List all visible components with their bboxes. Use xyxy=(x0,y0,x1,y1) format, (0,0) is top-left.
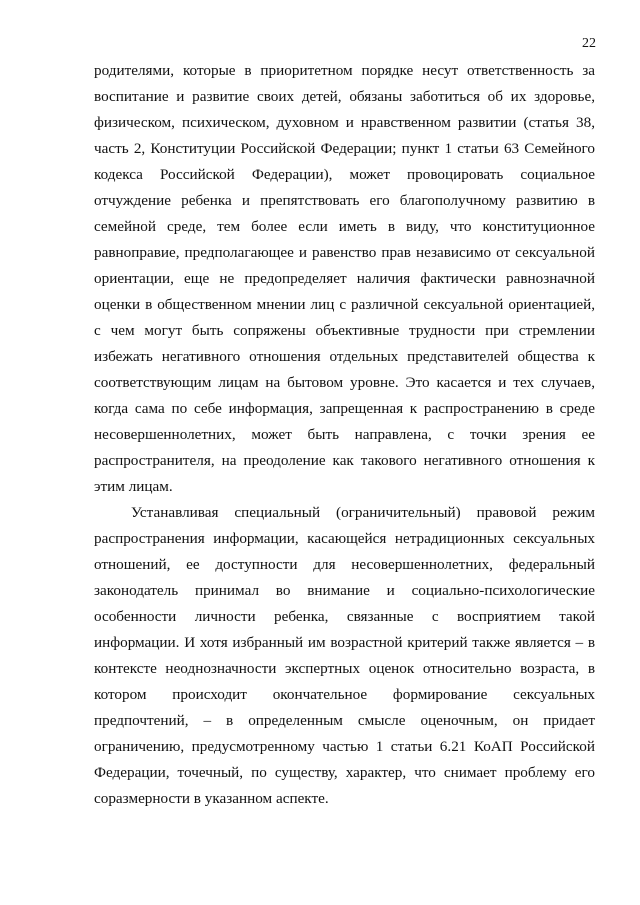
paragraph-special-regime: Устанавливая специальный (ограничительный) правовой режим распространения информации, касающейся нетрадиционных сексуальных отношений, ее доступности для несовершеннолетних, федеральный законодатель принимал во внимание и социально-психологические особенности личности ребенка, связанные с восприятием такой информации. И хотя избранный им возрастной критерий также является – в контексте неоднозначности экспертных оценок относительно возраста, в котором происходит окончательное формирование сексуальных предпочтений, – в определенным смысле оценочным, он придает ограничению, предусмотренному частью 1 статьи 6.21 КоАП Российской Федерации, точечный, по существу, характер, что снимает проблему его соразмерности в указанном аспекте. xyxy=(94,504,595,807)
page-number: 22 xyxy=(582,36,596,51)
body-text xyxy=(94,58,595,812)
paragraph-continuation: родителями, которые в приоритетном порядке несут ответственность за воспитание и развитие своих детей, обязаны заботиться об их здоровье, физическом, психическом, духовном и нравственном развитии (статья 38, часть 2, Конституции Российской Федерации; пункт 1 статьи 63 Семейного кодекса Российской Федерации), может провоцировать социальное отчуждение ребенка и препятствовать его благополучному развитию в семейной среде, тем более если иметь в виду, что конституционное равноправие, предполагающее и равенство прав независимо от сексуальной ориентации, еще не предопределяет наличия фактически равнозначной оценки в общественном мнении лиц с различной сексуальной ориентацией, с чем могут быть сопряжены объективные трудности при стремлении избежать негативного отношения отдельных представителей общества к соответствующим лицам на бытовом уровне. Это касается и тех случаев, когда сама по себе информация, запрещенная к распространению в среде несовершеннолетних, может быть направлена, с точки зрения ее распространителя, на преодоление как такового негативного отношения к этим лицам. xyxy=(94,62,595,495)
